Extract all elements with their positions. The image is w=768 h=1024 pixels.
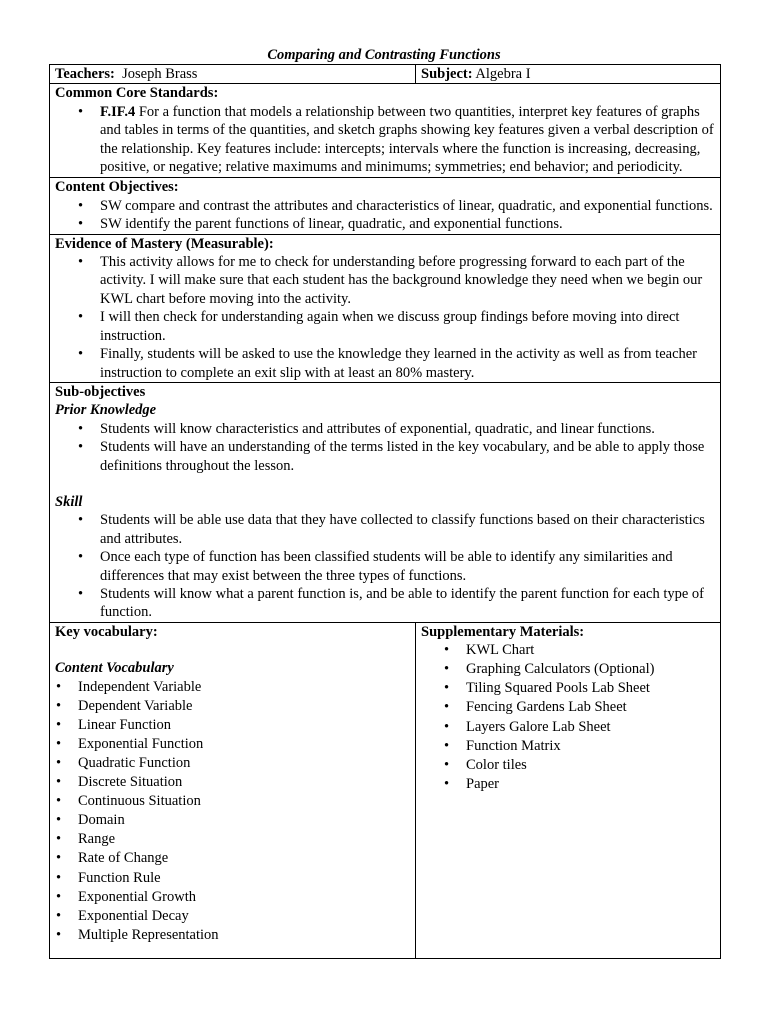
list-item: • Independent Variable (78, 678, 410, 697)
standards-heading: Common Core Standards: (55, 85, 219, 102)
document-title: Comparing and Contrasting Functions (267, 47, 501, 63)
list-item: • I will then check for understanding again when we discuss group findings before moving into direct instruction. (100, 308, 715, 345)
list-item: • Tiling Squared Pools Lab Sheet (466, 679, 715, 698)
evidence-list (55, 253, 715, 382)
spacer (55, 475, 715, 493)
list-item: • Rate of Change (78, 849, 410, 868)
objectives-row (50, 178, 721, 234)
vocabulary-list (55, 678, 410, 945)
list-item: • Paper (466, 775, 715, 794)
list-item: • Once each type of function has been classified students will be able to identify any similarities and differences that may exist between the three types of functions. (100, 548, 715, 585)
list-item: • Dependent Variable (78, 697, 410, 716)
standard-code: F.IF.4 (100, 103, 136, 120)
list-item: • Exponential Decay (78, 907, 410, 926)
objectives-list (55, 197, 715, 234)
evidence-cell (50, 234, 721, 382)
list-item: • Discrete Situation (78, 773, 410, 792)
list-item: • Students will know what a parent function is, and be able to identify the parent function for each type of function. (100, 585, 715, 622)
teacher-subject-row (50, 65, 721, 84)
vocabulary-heading: Key vocabulary: (55, 623, 158, 640)
list-item: • Function Rule (78, 869, 410, 888)
list-item: • Graphing Calculators (Optional) (466, 660, 715, 679)
evidence-heading: Evidence of Mastery (Measurable): (55, 235, 274, 252)
subject-label: Subject: (421, 66, 473, 82)
spacer (55, 641, 410, 659)
standards-list (55, 103, 715, 177)
skill-list (55, 511, 715, 621)
lesson-plan-table (49, 64, 721, 959)
list-item: • Layers Galore Lab Sheet (466, 718, 715, 737)
subobjectives-heading: Sub-objectives (55, 383, 146, 400)
list-item: • Function Matrix (466, 737, 715, 756)
vocab-materials-row (50, 622, 721, 958)
prior-knowledge-heading: Prior Knowledge (55, 402, 157, 419)
vocabulary-cell (50, 622, 416, 958)
list-item: • Students will know characteristics and attributes of exponential, quadratic, and linear functions. (100, 420, 715, 438)
subject-value: Algebra I (475, 66, 531, 82)
materials-heading: Supplementary Materials: (421, 623, 585, 640)
teachers-cell (50, 65, 416, 84)
list-item: • Domain (78, 811, 410, 830)
subobjectives-cell (50, 382, 721, 622)
list-item: • Multiple Representation (78, 926, 410, 945)
list-item: • Students will be able use data that they have collected to classify functions based on their characteristics and attributes. (100, 511, 715, 548)
materials-cell (416, 622, 721, 958)
list-item: • Finally, students will be asked to use the knowledge they learned in the activity as well as from teacher instruction to complete an exit slip with at least an 80% mastery. (100, 345, 715, 382)
objectives-cell (50, 178, 721, 234)
list-item: • Quadratic Function (78, 754, 410, 773)
materials-list (421, 641, 715, 794)
list-item: • Linear Function (78, 716, 410, 735)
content-vocabulary-heading: Content Vocabulary (55, 660, 174, 677)
objectives-heading: Content Objectives: (55, 179, 179, 196)
list-item: • Fencing Gardens Lab Sheet (466, 698, 715, 717)
list-item: • Exponential Growth (78, 888, 410, 907)
list-item: • SW compare and contrast the attributes and characteristics of linear, quadratic, and exponential functions. (100, 197, 715, 215)
subject-cell (416, 65, 721, 84)
list-item: • Exponential Function (78, 735, 410, 754)
list-item: • KWL Chart (466, 641, 715, 660)
teachers-value: Joseph Brass (122, 66, 198, 82)
list-item: • This activity allows for me to check for understanding before progressing forward to each part of the activity. I will make sure that each student has the background knowledge they need when we begin our KWL chart before moving into the activity. (100, 253, 715, 308)
skill-heading: Skill (55, 493, 83, 510)
list-item: • Students will have an understanding of the terms listed in the key vocabulary, and be able to apply those definitions throughout the lesson. (100, 438, 715, 475)
subobjectives-row (50, 382, 721, 622)
list-item: • Continuous Situation (78, 792, 410, 811)
list-item: • Color tiles (466, 756, 715, 775)
evidence-row (50, 234, 721, 382)
list-item: • SW identify the parent functions of linear, quadratic, and exponential functions. (100, 215, 715, 233)
standard-text: For a function that models a relationship between two quantities, interpret key features of graphs and tables in terms of the quantities, and sketch graphs showing key features given a verbal description of the relationship. Key features include: intercepts; intervals where the function is increasing, decreasing, positive, or negative; relative maximums and minimums; symmetries; end behavior; and periodicity. (100, 103, 714, 176)
standards-row (50, 84, 721, 178)
standards-cell (50, 84, 721, 178)
teachers-label: Teachers: (55, 66, 115, 82)
list-item: • Range (78, 830, 410, 849)
prior-knowledge-list (55, 420, 715, 475)
standard-item (100, 103, 715, 177)
